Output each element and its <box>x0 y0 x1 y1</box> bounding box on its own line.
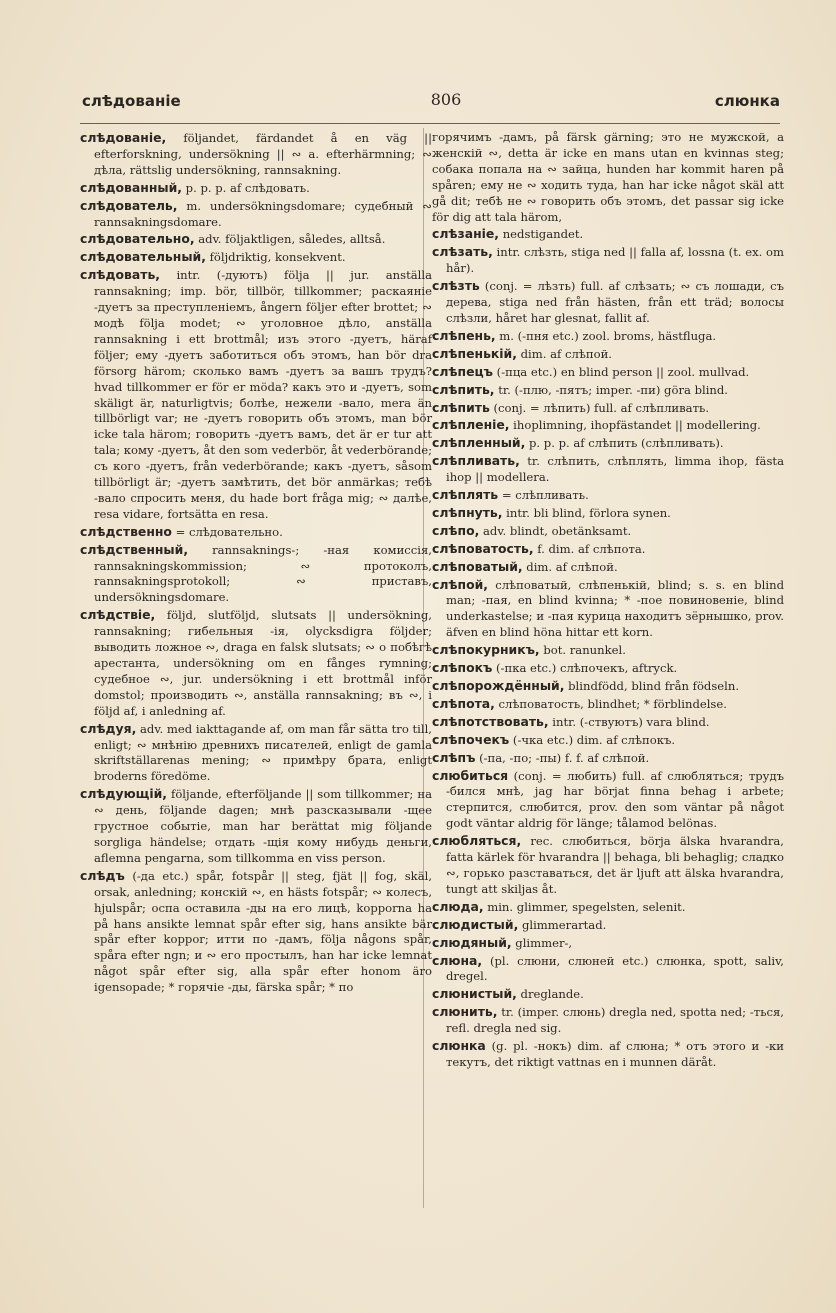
entry-headword: слѣпецъ <box>432 363 493 379</box>
entry-headword: слѣдователь, <box>80 197 178 213</box>
dictionary-entry <box>432 917 784 934</box>
entry-definition: (conj. = лѣпить) full. af слѣпливать. <box>489 400 710 415</box>
entry-definition: intr. слѣзть, stiga ned || falla af, lossna (t. ex. om hår). <box>446 245 784 276</box>
entry-definition: rec. слюбиться, börja älska hvarandra, fatta kärlek för hvarandra || behaga, bli behaglig; сладко ∾, горько разставаться, det är ljuft att älska hvarandra, tungt att skiljas åt. <box>446 834 784 896</box>
dictionary-entry <box>80 868 432 996</box>
entry-definition: nedstigandet. <box>499 227 584 242</box>
entry-headword: слѣпливать, <box>432 453 520 469</box>
entry-definition: f. dim. af слѣпота. <box>533 541 646 556</box>
entry-headword: слѣпенькій, <box>432 345 517 361</box>
entry-definition: tr. слѣпить, слѣплять, limma ihop, fästa ihop || modellera. <box>446 454 784 485</box>
dictionary-entry <box>432 559 784 576</box>
entry-definition: adv. följaktligen, således, alltså. <box>194 232 386 247</box>
entry-headword: слѣпить <box>432 399 490 415</box>
entry-headword: слѣпо, <box>432 522 480 538</box>
entry-headword: слюдистый, <box>432 916 519 932</box>
entry-definition: glimmerartad. <box>518 917 607 932</box>
entry-definition: = слѣдовательно. <box>171 524 283 539</box>
entry-headword: слюда, <box>432 898 484 914</box>
entry-headword: слѣпъ <box>432 749 476 765</box>
dictionary-entry <box>80 524 432 541</box>
dictionary-entry <box>432 364 784 381</box>
entry-headword: слѣдовательный, <box>80 249 206 265</box>
dictionary-entry <box>432 696 784 713</box>
entry-headword: слѣповатый, <box>432 558 523 574</box>
entry-definition: dim. af слѣпой. <box>522 559 618 574</box>
entry-headword: слѣпленный, <box>432 435 526 451</box>
entry-definition: blindfödd, blind från födseln. <box>564 679 740 693</box>
entry-definition: = слѣпливать. <box>498 488 589 503</box>
dictionary-entry <box>80 721 432 786</box>
entry-headword: слѣпень, <box>432 327 496 343</box>
dictionary-entry <box>80 786 432 867</box>
entry-headword: слѣзаніе, <box>432 226 500 242</box>
dictionary-entry <box>432 833 784 898</box>
dictionary-entry <box>80 607 432 719</box>
entry-definition: (-пка etc.) слѣпочекъ, aftryck. <box>492 661 678 676</box>
dictionary-entry <box>432 541 784 558</box>
dictionary-entry <box>80 130 432 179</box>
dictionary-entry <box>432 278 784 327</box>
entry-definition: ihoplimning, ihopfästandet || modellering. <box>509 418 761 433</box>
dictionary-entry <box>80 542 432 607</box>
entry-definition: m. undersökningsdomare; судебный ∾ rannsakningsdomare. <box>94 198 432 229</box>
dictionary-entry <box>432 417 784 434</box>
dictionary-entry <box>432 660 784 677</box>
entry-definition: adv. blindt, obetänksamt. <box>479 523 632 538</box>
dictionary-entry <box>432 714 784 731</box>
entry-definition: bot. ranunkel. <box>539 643 626 658</box>
entry-headword: слюбиться <box>432 767 509 783</box>
entry-headword: слѣпой, <box>432 576 488 592</box>
entry-definition: p. p. p. af слѣпить (слѣпливать). <box>525 436 724 451</box>
entry-headword: слѣдствіе, <box>80 607 156 623</box>
entry-definition: p. p. p. af слѣдовать. <box>181 180 310 195</box>
entry-headword: слѣпочекъ <box>432 731 510 747</box>
entry-definition: följdriktig, konsekvent. <box>205 250 346 265</box>
entry-definition: dreglande. <box>516 987 584 1002</box>
dictionary-entry <box>432 750 784 767</box>
entry-headword: слѣпорождённый, <box>432 678 565 693</box>
entry-headword: слѣпленіе, <box>432 417 510 433</box>
dictionary-entry <box>432 732 784 749</box>
entry-definition: tr. (-плю, -пятъ; imper. -пи) göra blind. <box>494 382 728 397</box>
entry-headword: слѣзать, <box>432 244 493 260</box>
entry-definition: слѣповатость, blindhet; * förblindelse. <box>494 696 727 711</box>
dictionary-entry <box>432 577 784 642</box>
dictionary-entry <box>432 1004 784 1037</box>
entry-headword: слѣдственный, <box>80 541 189 557</box>
dictionary-entry <box>432 899 784 916</box>
entry-definition: följandet, färdandet å en väg || efterforskning, undersökning || ∾ a. efterhärmning; ∾ дѣла, rättslig undersökning, rannsakning. <box>94 131 432 177</box>
entry-headword: слѣдованіе, <box>80 130 167 145</box>
dictionary-entry <box>432 642 784 659</box>
entry-definition: (g. pl. -нокъ) dim. af слюна; * отъ этого и -ки текутъ, det riktigt vattnas en i munnen däråt. <box>446 1039 784 1069</box>
entry-definition: adv. med iakttagande af, om man får sätta tro till, enligt; ∾ мнѣнію древнихъ писателей, enligt de gamla skriftställarenas mening; ∾ примѣру брата, enligt broderns föredöme. <box>94 721 432 784</box>
entry-definition: (-па, -по; -пы) f. f. af слѣпой. <box>475 750 650 765</box>
dictionary-entry <box>80 180 432 197</box>
entry-headword: слюнка <box>432 1038 486 1054</box>
dictionary-entry <box>432 382 784 399</box>
entry-headword: слюдяный, <box>432 934 512 950</box>
left-column <box>80 130 432 997</box>
left-guide-word: слѣдованіе <box>82 92 181 110</box>
entry-headword: слѣдственно <box>80 523 172 539</box>
entry-headword: слюнить, <box>432 1004 498 1020</box>
entry-definition: (-чка etc.) dim. af слѣпокъ. <box>509 732 676 747</box>
entry-definition: intr. (-ствуютъ) vara blind. <box>548 714 710 729</box>
entry-definition: tr. (imper. слюнь) dregla ned, spotta ned; -ться, refl. dregla ned sig. <box>446 1005 784 1036</box>
entry-headword: слѣдуя, <box>80 720 137 736</box>
entry-headword: слѣплять <box>432 487 499 503</box>
page-number: 806 <box>430 90 462 109</box>
right-guide-word: слюнка <box>714 92 780 110</box>
entry-definition: горячимъ -дамъ, på färsk gärning; это не мужской, а женскій ∾, detta är icke en mans utan en kvinnas steg; собака попала на ∾ зайца, hunden har kommit haren på spåren; ему не ∾ ходить туда, han har icke något skäl att gå dit; тебѣ не ∾ говорить объ этомъ, det passar sig icke för dig att tala härom, <box>432 130 784 224</box>
entry-headword: слѣдовательно, <box>80 231 195 247</box>
dictionary-entry <box>432 453 784 486</box>
dictionary-entry <box>432 328 784 345</box>
dictionary-entry <box>432 678 784 695</box>
dictionary-entry <box>80 267 432 523</box>
dictionary-entry <box>80 249 432 266</box>
entry-headword: слѣпить, <box>432 381 495 397</box>
entry-definition: (pl. слюни, слюней etc.) слюнка, spott, saliv, dregel. <box>446 953 784 984</box>
entry-definition: rannsaknings-; -ная комиссія, rannsakningskommission; ∾ протоколъ, rannsakningsprotokoll; ∾ приставъ, undersökningsdomare. <box>94 542 432 605</box>
entry-definition: m. (-пня etc.) zool. broms, hästfluga. <box>495 328 717 343</box>
dictionary-entry <box>432 487 784 504</box>
dictionary-entry <box>432 244 784 277</box>
entry-headword: слѣпокъ <box>432 660 493 676</box>
dictionary-entry <box>432 505 784 522</box>
dictionary-entry <box>432 400 784 417</box>
entry-headword: слѣдующій, <box>80 786 168 802</box>
dictionary-entry <box>432 1038 784 1071</box>
dictionary-entry <box>432 986 784 1003</box>
dictionary-entry <box>432 226 784 243</box>
entry-headword: слѣзть <box>432 278 480 294</box>
entry-definition: följd, slutföljd, slutsats || undersökning, rannsakning; гибельныя -ія, olycksdigra följder; выводить ложное ∾, draga en falsk slutsats; ∾ о побѣгѣ арестанта, undersökning om en fånges rymning; судебное ∾, jur. undersökning i ett brottmål inför domstol; производить ∾, anställa rannsakning; въ ∾, i följd af, i anledning af. <box>94 608 432 718</box>
entry-headword: слѣпота, <box>432 695 495 711</box>
dictionary-entry <box>432 346 784 363</box>
right-column <box>432 130 784 1072</box>
entry-definition: intr. bli blind, förlora synen. <box>502 505 671 520</box>
entry-definition: intr. (-дуютъ) följa || jur. anställa rannsakning; imp. bör, tillbör, tillkommer; раскаяніе -дуетъ за преступленіемъ, ångern följer efter brottet; ∾ модѣ följa modet; ∾ уголовное дѣло, anställa rannsakning i ett brottmål; изъ этого -дуетъ, häraf följer; ему -дуетъ заботиться объ этомъ, han bör dra försorg härom; сколько вамъ -дуетъ за вашъ трудъ? hvad tillkommer er för er möda? какъ это и -дуетъ, som skäligt är, naturligtvis; болѣе, нежели -вало, mera än tillbörligt var; не -дуетъ говорить объ этомъ, man bör icke tala härom; говорить -дуетъ вамъ, det är er tur att tala; кому -дуетъ, åt den som vederbör, åt vederbörande; съ кого -дуетъ, från vederbörande; какъ -дуетъ, såsom tillbörligt är; -дуетъ замѣтить, det bör anmärkas; тебѣ -вало спросить меня, du hade bort fråga mig; ∾ далѣе, resa vidare, fortsätta en resa. <box>94 268 433 521</box>
dictionary-entry <box>80 231 432 248</box>
dictionary-entry <box>432 953 784 986</box>
dictionary-entry <box>432 130 784 225</box>
entry-definition: (-пца etc.) en blind person || zool. mullvad. <box>493 364 750 379</box>
entry-headword: слѣпнуть, <box>432 504 503 520</box>
dictionary-entry <box>432 935 784 952</box>
entry-definition: min. glimmer, spegelsten, selenit. <box>483 899 686 914</box>
entry-definition: följande, efterföljande || som tillkommer; на ∾ день, följande dagen; мнѣ разсказывали -щее грустное событіе, man har berättat mig följande sorgliga händelse; отдать -щія кому нибудь деньги, aflemna pengarna, som tillkomma en viss person. <box>94 787 432 865</box>
dictionary-entry <box>432 523 784 540</box>
dictionary-entry <box>432 768 784 833</box>
running-head <box>82 88 780 118</box>
entry-definition: dim. af слѣпой. <box>516 346 612 361</box>
entry-headword: слѣдованный, <box>80 179 182 195</box>
entry-headword: слѣдъ <box>80 867 125 883</box>
entry-headword: слюна, <box>432 952 483 968</box>
header-rule <box>80 123 780 124</box>
entry-definition: слѣповатый, слѣпенькій, blind; s. s. en blind man; -пая, en blind kvinna; * -пое повиновеніе, blind underkastelse; и -пая курица находитъ зёрнышко, prov. äfven en blind höna hittar ett korn. <box>446 577 784 640</box>
entry-definition: glimmer-, <box>511 935 573 950</box>
entry-definition: (conj. = любить) full. af слюбляться; трудъ -бился мнѣ, jag har börjat finna behag i arbete; стерпится, слюбится, prov. den som väntar på något godt väntar aldrig för länge; tålamod belönas. <box>446 768 784 831</box>
entry-headword: слюбляться, <box>432 833 522 849</box>
entry-headword: слѣпотствовать, <box>432 713 549 729</box>
entry-headword: слѣповатость, <box>432 540 534 556</box>
dictionary-entry <box>432 435 784 452</box>
entry-headword: слѣпокурникъ, <box>432 642 540 658</box>
entry-definition: (-да etc.) spår, fotspår || steg, fjät || fog, skäl, orsak, anledning; конскій ∾, en hästs fotspår; ∾ колесъ, hjulspår; оспа оставила -ды на его лицѣ, kopporna ha på hans ansikte lemnat spår efter sig, hans ansikte bär spår efter koppor; итти по -дамъ, följa någons spår, spåra efter ngn; и ∾ его простылъ, han har icke lemnat något spår efter sig, alla spår efter honom äro igensopade; * горячіе -ды, färska spår; * по <box>94 868 432 995</box>
entry-headword: слѣдовать, <box>80 267 160 283</box>
dictionary-entry <box>80 198 432 231</box>
entry-definition: (conj. = лѣзть) full. af слѣзать; ∾ съ лошади, съ дерева, stiga ned från hästen, från ett träd; волосы слѣзли, håret har glesnat, fallit af. <box>446 279 784 325</box>
entry-headword: слюнистый, <box>432 986 517 1002</box>
